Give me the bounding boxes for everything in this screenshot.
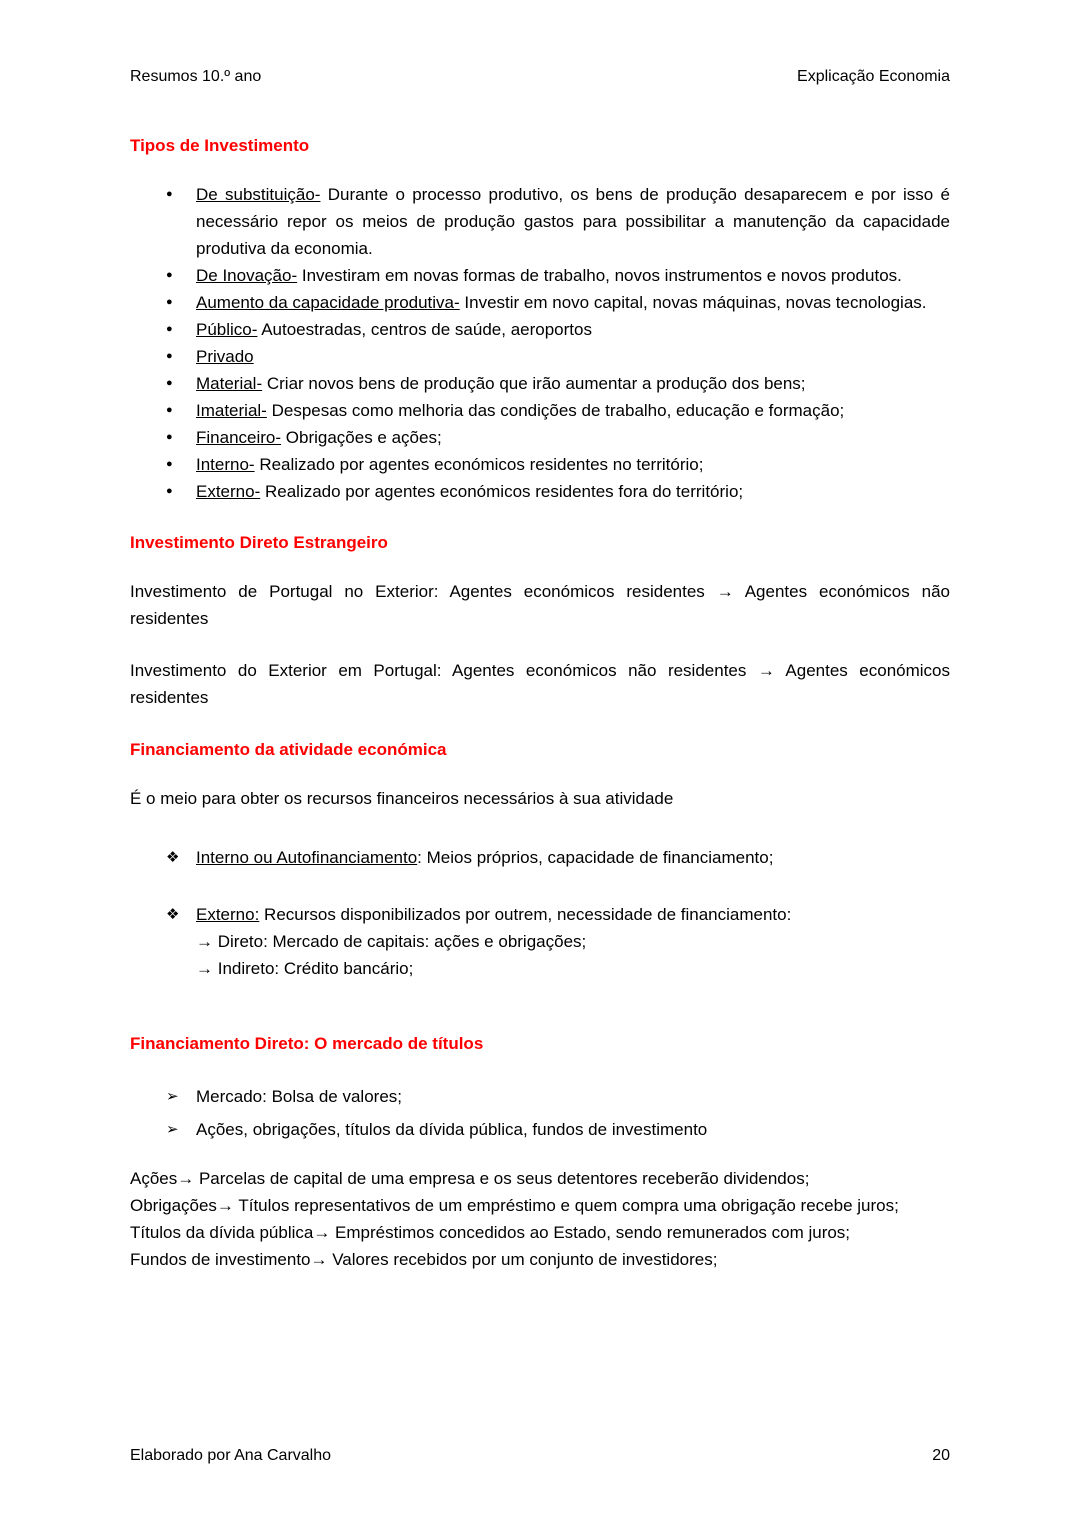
list-item-mercado-bolsa bbox=[130, 1083, 950, 1110]
disc-bullet-icon: ● bbox=[166, 188, 173, 200]
list-item-privado bbox=[130, 343, 950, 370]
list-item-lead: Aumento da capacidade produtiva- bbox=[196, 293, 460, 312]
list-item-text: Obrigações e ações; bbox=[281, 428, 442, 447]
arrow-bullet-icon: ➢ bbox=[166, 1121, 179, 1138]
list-item-lead: Financeiro- bbox=[196, 428, 282, 447]
arrow-bullet-icon: ➢ bbox=[166, 1088, 179, 1105]
paragraph-titulos-divida: Títulos da dívida pública→ Empréstimos concedidos ao Estado, sendo remunerados com juros; bbox=[130, 1223, 851, 1242]
section-heading-financiamento-direto: Financiamento Direto: O mercado de títulos bbox=[130, 1034, 484, 1053]
list-item-lead: Interno ou Autofinanciamento bbox=[196, 848, 418, 867]
list-item-interno bbox=[130, 451, 950, 478]
list-item-lead: Privado bbox=[196, 347, 254, 366]
list-item-text: Ações, obrigações, títulos da dívida pública, fundos de investimento bbox=[196, 1120, 708, 1139]
list-item-lead: De substituição- bbox=[196, 185, 321, 204]
list-item-publico bbox=[130, 316, 950, 343]
list-item-externo bbox=[130, 478, 950, 505]
list-item-aumento-capacidade bbox=[130, 289, 950, 316]
list-item-imaterial bbox=[130, 397, 950, 424]
sub-item-direto: → Direto: Mercado de capitais: ações e obrigações; bbox=[196, 932, 587, 951]
financiamento-list bbox=[130, 844, 950, 982]
list-item-de-substituicao bbox=[130, 181, 950, 262]
list-item-lead: Imaterial- bbox=[196, 401, 267, 420]
paragraph-acoes: Ações→ Parcelas de capital de uma empresa e os seus detentores receberão dividendos; bbox=[130, 1169, 810, 1188]
list-item-financeiro bbox=[130, 424, 950, 451]
list-item-acoes-obrigacoes bbox=[130, 1116, 950, 1143]
list-item-lead: Público- bbox=[196, 320, 258, 339]
list-item-text: Autoestradas, centros de saúde, aeroportos bbox=[257, 320, 592, 339]
disc-bullet-icon: ● bbox=[166, 404, 173, 416]
list-item-lead: Material- bbox=[196, 374, 263, 393]
mercado-titulos-list bbox=[130, 1083, 950, 1143]
list-item-interno-autofinanciamento bbox=[130, 844, 950, 871]
paragraph-financiamento-intro: É o meio para obter os recursos financeiros necessários à sua atividade bbox=[130, 789, 674, 808]
section-heading-investimento-direto-estrangeiro: Investimento Direto Estrangeiro bbox=[130, 533, 388, 552]
list-item-lead: Externo- bbox=[196, 482, 261, 501]
disc-bullet-icon: ● bbox=[166, 323, 173, 335]
list-item-text: Realizado por agentes económicos residentes no território; bbox=[254, 455, 704, 474]
paragraph-investimento-exterior-portugal: Investimento do Exterior em Portugal: Agentes económicos não residentes → Agentes económicos residentes bbox=[130, 661, 950, 707]
disc-bullet-icon: ● bbox=[166, 377, 173, 389]
header-document-title: Resumos 10.º ano bbox=[130, 68, 262, 85]
list-item-text: : Meios próprios, capacidade de financiamento; bbox=[417, 848, 774, 867]
list-item-text: Mercado: Bolsa de valores; bbox=[196, 1087, 402, 1106]
disc-bullet-icon: ● bbox=[166, 458, 173, 470]
paragraph-investimento-portugal-exterior: Investimento de Portugal no Exterior: Agentes económicos residentes → Agentes económicos não residentes bbox=[130, 582, 950, 628]
paragraph-fundos-investimento: Fundos de investimento→ Valores recebidos por um conjunto de investidores; bbox=[130, 1250, 718, 1269]
list-item-material bbox=[130, 370, 950, 397]
list-item-lead: De Inovação- bbox=[196, 266, 298, 285]
list-item-text: Investir em novo capital, novas máquinas, novas tecnologias. bbox=[459, 293, 927, 312]
page-footer bbox=[130, 1442, 950, 1469]
disc-bullet-icon: ● bbox=[166, 269, 173, 281]
list-item-text: Criar novos bens de produção que irão aumentar a produção dos bens; bbox=[262, 374, 806, 393]
page-header bbox=[130, 63, 950, 90]
list-item-text: Recursos disponibilizados por outrem, necessidade de financiamento: bbox=[259, 905, 792, 924]
disc-bullet-icon: ● bbox=[166, 485, 173, 497]
list-item-lead: Externo: bbox=[196, 905, 260, 924]
tipos-de-investimento-list bbox=[130, 181, 950, 505]
list-item-text: Durante o processo produtivo, os bens de produção desaparecem e por isso é necessário repor os meios de produção gastos para possibilitar a manutenção da capacidade produtiva da economia. bbox=[196, 185, 950, 258]
disc-bullet-icon: ● bbox=[166, 350, 173, 362]
footer-author: Elaborado por Ana Carvalho bbox=[130, 1447, 332, 1464]
disc-bullet-icon: ● bbox=[166, 431, 173, 443]
list-item-de-inovacao bbox=[130, 262, 950, 289]
section-heading-financiamento-atividade: Financiamento da atividade económica bbox=[130, 740, 447, 759]
diamond-bullet-icon: ❖ bbox=[166, 849, 180, 866]
sub-item-indireto: → Indireto: Crédito bancário; bbox=[196, 959, 414, 978]
paragraph-obrigacoes: Obrigações→ Títulos representativos de um empréstimo e quem compra uma obrigação recebe juros; bbox=[130, 1196, 899, 1215]
header-subject: Explicação Economia bbox=[797, 68, 950, 85]
list-item-text: Investiram em novas formas de trabalho, novos instrumentos e novos produtos. bbox=[297, 266, 902, 285]
diamond-bullet-icon: ❖ bbox=[166, 906, 180, 923]
list-item-text: Realizado por agentes económicos residentes fora do território; bbox=[260, 482, 744, 501]
list-item-lead: Interno- bbox=[196, 455, 255, 474]
list-item-externo-financiamento bbox=[130, 901, 950, 982]
section-heading-tipos-de-investimento: Tipos de Investimento bbox=[130, 136, 310, 155]
list-item-text: Despesas como melhoria das condições de trabalho, educação e formação; bbox=[266, 401, 845, 420]
disc-bullet-icon: ● bbox=[166, 296, 173, 308]
footer-page-number: 20 bbox=[932, 1447, 950, 1464]
